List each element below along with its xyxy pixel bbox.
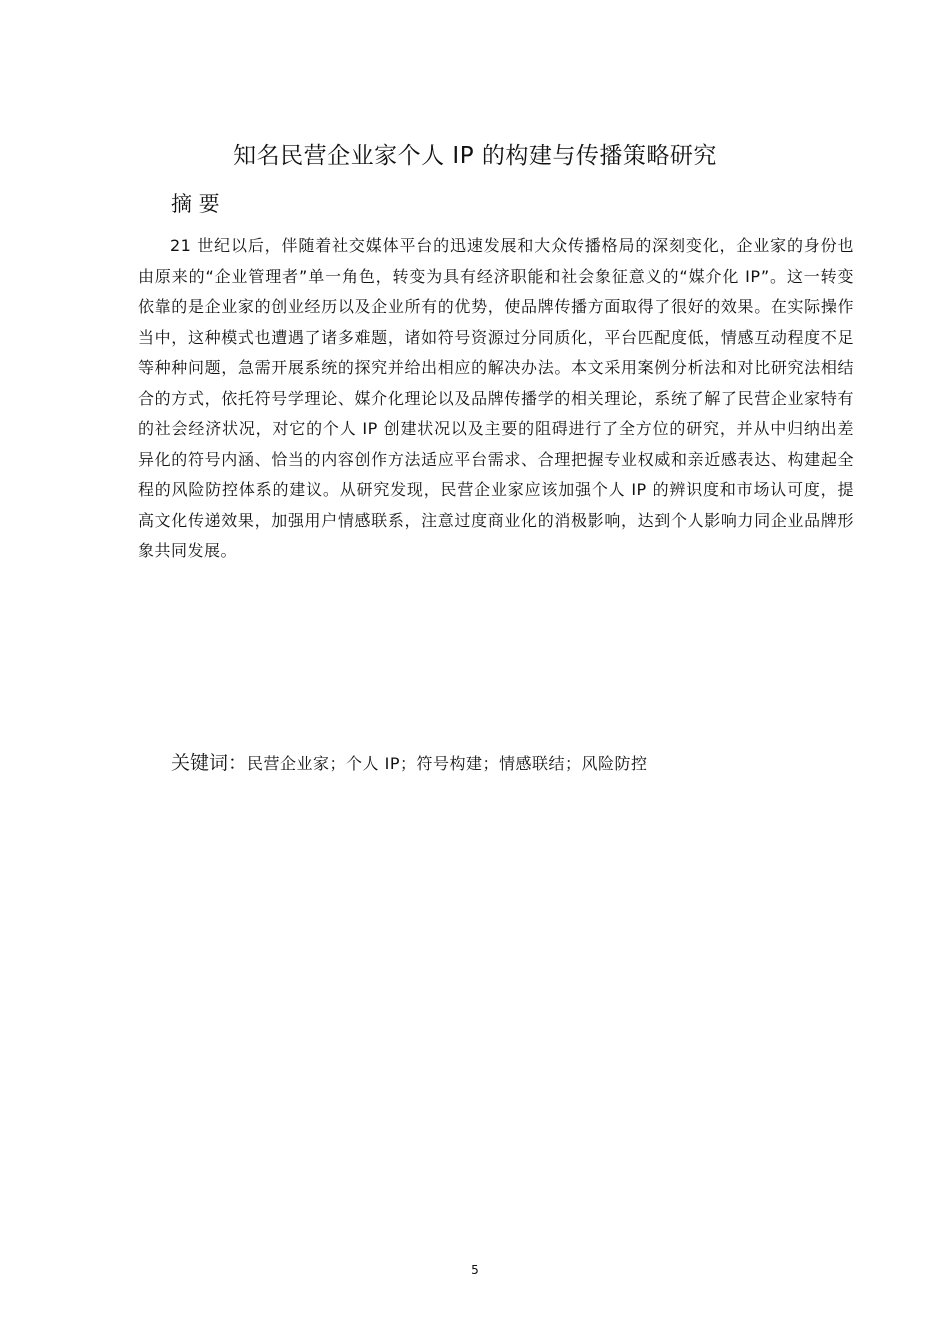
keywords-line: [171, 748, 647, 779]
abstract-body: 21 世纪以后，伴随着社交媒体平台的迅速发展和大众传播格局的深刻变化，企业家的身份也由原来的“企业管理者”单一角色，转变为具有经济职能和社会象征意义的“媒介化 IP”。这一转变依靠的是企业家的创业经历以及企业所有的优势，使品牌传播方面取得了很好的效果。在实际操作当中，这种模式也遭遇了诸多难题，诸如符号资源过分同质化，平台匹配度低，情感互动程度不足等种种问题，急需开展系统的探究并给出相应的解决办法。本文采用案例分析法和对比研究法相结合的方式，依托符号学理论、媒介化理论以及品牌传播学的相关理论，系统了解了民营企业家特有的社会经济状况，对它的个人 IP 创建状况以及主要的阻碍进行了全方位的研究，并从中归纳出差异化的符号内涵、恰当的内容创作方法适应平台需求、合理把握专业权威和亲近感表达、构建起全程的风险防控体系的建议。从研究发现，民营企业家应该加强个人 IP 的辨识度和市场认可度，提高文化传递效果，加强用户情感联系，注意过度商业化的消极影响，达到个人影响力同企业品牌形象共同发展。: [138, 236, 854, 560]
page-number: 5: [471, 1263, 479, 1277]
page-title: 知名民营企业家个人 IP 的构建与传播策略研究: [233, 143, 717, 169]
keywords-text: 民营企业家；个人 IP；符号构建；情感联结；风险防控: [247, 754, 648, 773]
abstract-heading: 摘 要: [171, 192, 220, 216]
keywords-label: 关键词：: [171, 752, 248, 774]
